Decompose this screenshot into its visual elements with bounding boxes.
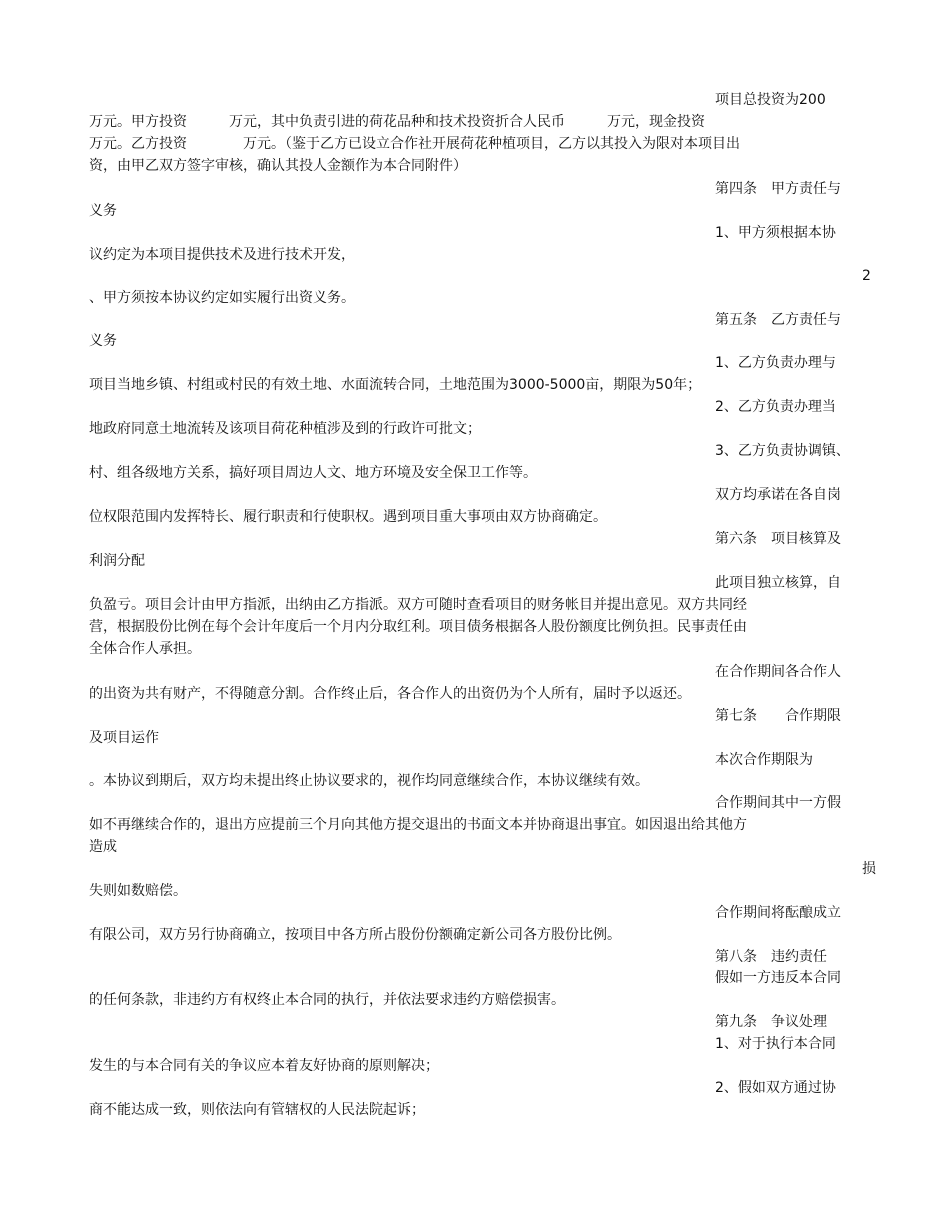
text-line: 议约定为本项目提供技术及进行技术开发，: [89, 247, 355, 263]
section-heading: 第六条 项目核算及: [715, 531, 841, 547]
text-line: 合作期间将酝酿成立: [715, 905, 841, 921]
section-heading: 第四条 甲方责任与: [715, 181, 841, 197]
text-line: 的任何条款，非违约方有权终止本合同的执行，并依法要求违约方赔偿损害。: [89, 992, 565, 1008]
text-line: 造成: [89, 839, 117, 855]
text-line: 义务: [89, 333, 117, 349]
text-line: 有限公司，双方另行协商确立，按项目中各方所占股份份额确定新公司各方股份比例。: [89, 927, 621, 943]
page-number: 损: [862, 861, 876, 877]
text-line: 此项目独立核算，自: [715, 575, 841, 591]
text-line: 失则如数赔偿。: [89, 883, 187, 899]
text-line: 全体合作人承担。: [89, 641, 201, 657]
section-heading: 第八条 违约责任: [715, 949, 827, 965]
section-heading: 第五条 乙方责任与: [715, 312, 841, 328]
text-line: 及项目运作: [89, 730, 159, 746]
text-line: 地政府同意土地流转及该项目荷花种植涉及到的行政许可批文；: [89, 421, 481, 437]
text-line: 1、对于执行本合同: [715, 1036, 836, 1052]
section-heading: 第九条 争议处理: [715, 1014, 827, 1030]
text-line: 在合作期间各合作人: [715, 664, 841, 680]
text-line: 1、甲方须根据本协: [715, 225, 836, 241]
text-line: 负盈亏。项目会计由甲方指派，出纳由乙方指派。双方可随时查看项目的财务帐目并提出意见。双方共同经: [89, 597, 747, 613]
text-line: 发生的与本合同有关的争议应本着友好协商的原则解决；: [89, 1058, 439, 1074]
text-line: 2、乙方负责办理当: [715, 399, 836, 415]
text-line: 商不能达成一致，则依法向有管辖权的人民法院起诉；: [89, 1102, 425, 1118]
text-line: 万元。甲方投资 万元，其中负责引进的荷花品种和技术投资折合人民币 万元，现金投资: [89, 114, 705, 130]
text-line: 双方均承诺在各自岗: [715, 487, 841, 503]
text-line: 项目总投资为200: [715, 92, 826, 108]
text-line: 营，根据股份比例在每个会计年度后一个月内分取红利。项目债务根据各人股份额度比例负担。民事责任由: [89, 619, 747, 635]
text-line: 2、假如双方通过协: [715, 1080, 836, 1096]
section-heading: 第七条 合作期限: [715, 708, 841, 724]
text-line: 1、乙方负责办理与: [715, 355, 836, 371]
text-line: 村、组各级地方关系，搞好项目周边人文、地方环境及安全保卫工作等。: [89, 465, 537, 481]
text-line: 的出资为共有财产，不得随意分割。合作终止后，各合作人的出资仍为个人所有，届时予以返还。: [89, 686, 691, 702]
text-line: 假如一方违反本合同: [715, 970, 841, 986]
text-line: 位权限范围内发挥特长、履行职责和行使职权。遇到项目重大事项由双方协商确定。: [89, 509, 607, 525]
text-line: 合作期间其中一方假: [715, 795, 841, 811]
text-line: 万元。乙方投资 万元。（鉴于乙方已设立合作社开展荷花种植项目，乙方以其投入为限对本项目出: [89, 136, 740, 152]
text-line: 、甲方须按本协议约定如实履行出资义务。: [89, 290, 355, 306]
text-line: 。本协议到期后，双方均未提出终止协议要求的，视作均同意继续合作，本协议继续有效。: [89, 773, 649, 789]
text-line: 义务: [89, 203, 117, 219]
text-line: 项目当地乡镇、村组或村民的有效土地、水面流转合同，土地范围为3000-5000亩，期限为50年；: [89, 377, 702, 393]
text-line: 本次合作期限为: [715, 752, 813, 768]
text-line: 3、乙方负责协调镇、: [715, 443, 850, 459]
text-line: 如不再继续合作的，退出方应提前三个月向其他方提交退出的书面文本并协商退出事宜。如因退出给其他方: [89, 817, 747, 833]
text-line: 资，由甲乙双方签字审核，确认其投人金额作为本合同附件）: [89, 158, 467, 174]
text-line: 利润分配: [89, 553, 145, 569]
page-number: 2: [862, 268, 871, 284]
